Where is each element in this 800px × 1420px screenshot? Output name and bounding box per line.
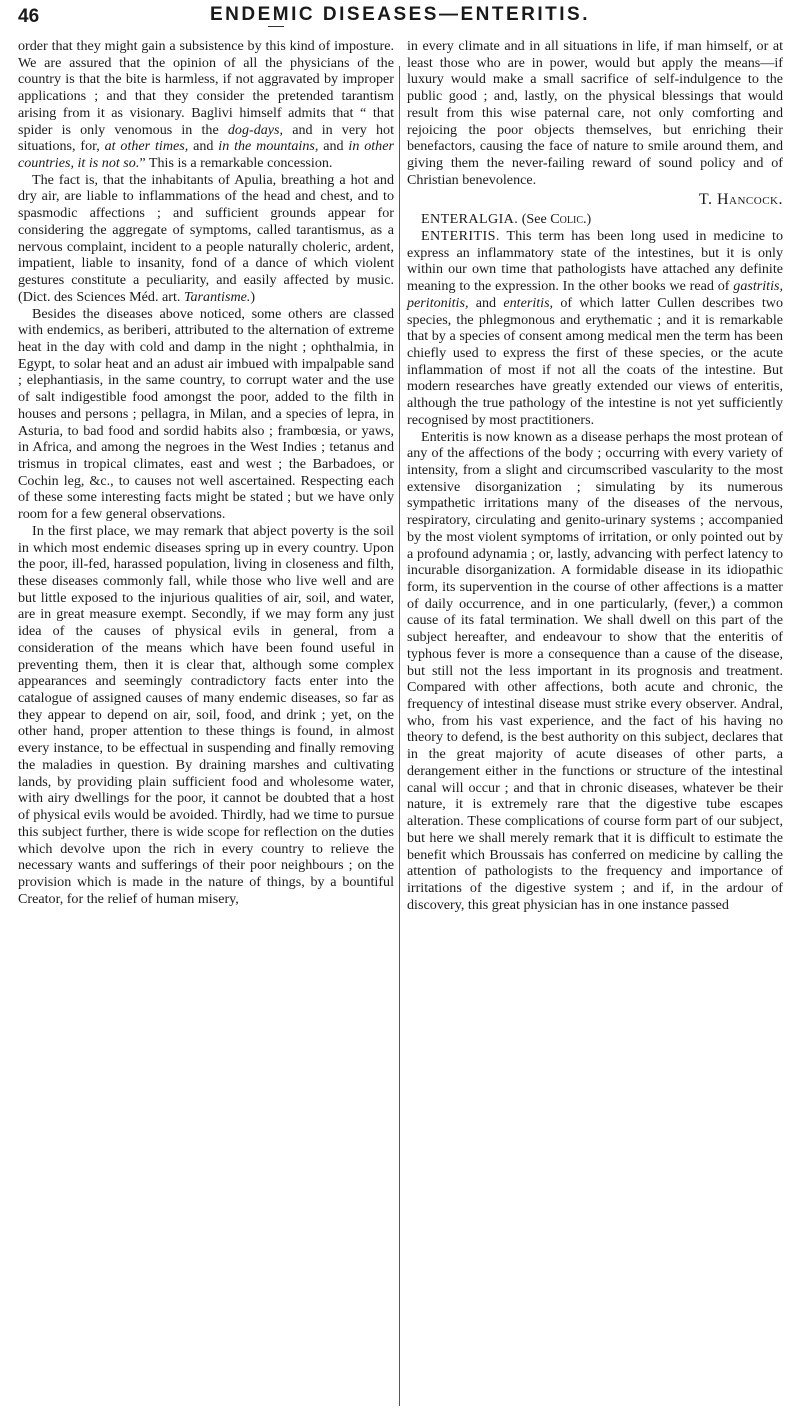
text-run: .) <box>583 211 592 228</box>
text-run: and <box>318 138 349 155</box>
cross-reference-link[interactable]: Colic <box>550 211 583 228</box>
page-number: 46 <box>18 6 40 27</box>
entry-enteralgia <box>407 211 783 228</box>
paragraph: Besides the diseases above noticed, some others are classed with endemics, as beriberi, attributed to the alternation of extreme heat in the day with cold and damp in the night ; ophthalmia, in Egypt, to solar heat and an adust air imbued with impalpable sand ; elephantiasis, in the same country, to corrupt water and the use of salt indigestible food amongst the poor, added to the filth in houses and persons ; pellagra, in Milan, and a species of lepra, in Asturia, to bad food and sordid habits also ; frambœsia, or yaws, in Africa, and among the negroes in the West Indies ; tetanus and trismus in tropical climates, east and west ; the Barbadoes, or Cochin leg, &c., to causes not well ascertained. Respecting each of these some interesting facts might be stated ; but we have only room for a few general observations. <box>18 305 394 523</box>
text-run: and in very hot situations, for, <box>18 121 394 155</box>
italic-text: enteritis, <box>503 294 554 311</box>
paragraph: in every climate and in all situations in life, if man himself, or at least those who are in power, would but apply the means—if luxury would make a small sacrifice of self-indulgence to the public good ; and, lastly, on the physical blessings that would result from this wise paternal care, not only comforting and rejoicing the poor objects themselves, but enriching their benefactors, causing the face of nature to smile around them, and giving them the never-failing reward of sound policy and of Christian benevolence. <box>407 38 783 188</box>
text-run: of which latter Cullen describes two species, the phlegmonous and erythematic ; and it is remarkable that by a species of consent among medical men the term has been chiefly used to express the first of these species, or the acute inflammation of most if not all the coats of the intestine. But modern researches have greatly extended our views of enteritis, although the true pathology of the intestine is not yet sufficiently recognised by most practitioners. <box>407 294 783 428</box>
text-run: (See <box>518 211 551 228</box>
text-run: ” This is a remarkable concession. <box>139 155 333 172</box>
left-column <box>18 38 394 907</box>
text-run: The fact is, that the inhabitants of Apulia, breathing a hot and dry air, are liable to inflammations of the head and chest, and to spasmodic affections ; and sufficient grounds appear for considering the aggregate of symptoms, called tarantismus, as a nervous complaint, incident to a people naturally choleric, ardent, impatient, liable to insanity, fond of a dance of which violent gestures constitute a peculiarity, and easily affected by music. (Dict. des Sciences Méd. art. <box>18 171 394 305</box>
italic-text: dog-days, <box>227 121 284 138</box>
text-run: This term has been long used in medicine to express an inflammatory state of the intestines, but it is only within our own time that pathologists have attached any definite meaning to the expression. In the other books we read of <box>407 227 783 295</box>
paragraph <box>18 172 394 306</box>
header-ornament <box>268 26 284 27</box>
running-title: ENDEMIC DISEASES—ENTERITIS. <box>210 4 590 25</box>
paragraph: Enteritis is now known as a disease perhaps the most protean of any of the affections of the body ; occurring with every variety of intensity, from a slight and circumscribed vascularity to the most extensive disorganization ; simulating by its numerous sympathetic irritations many of the diseases of the nervous, respiratory, circulating and genito-urinary systems ; accompanied by the most violent symptoms of irritation, or only pointed out by a profound adynamia ; or, lastly, advancing with perfect latency to incurable disorganization. A formidable disease in its idiopathic form, its supervention in the course of other affections is a matter of daily occurrence, and in one particularly, (fever,) a common cause of its fatal termination. We shall dwell on this part of the subject hereafter, and endeavour to show that the enteritis of typhous fever is more a consequence than a cause of the disease, but still not the less important in its prognosis and treatment. Compared with other affections, both acute and chronic, the frequency of intestinal disease must strike every observer. Andral, who, from his vast experience, and the fact of his having no theory to defend, is the best authority on this subject, declares that in the great majority of acute diseases of other parts, a derangement either in the functions or structure of the intestinal canal will occur ; and that in chronic diseases, whatever be their nature, it is extremely rare that the digestive tube escapes alteration. These complications of course form part of our subject, but here we shall merely remark that it is difficult to estimate the benefit which Broussais has conferred on medicine by calling the attention of pathologists to the frequency and importance of irritations of the digestive system ; and if, in the ardour of discovery, this great physician has in one instance passed <box>407 428 783 913</box>
page-header <box>18 0 782 28</box>
italic-text: in the mountains, <box>218 138 319 155</box>
text-run: order that they might gain a subsistence by this kind of imposture. We are assured that the opinion of all the physicians of the country is that the bite is harmless, if not aggravated by improper applications ; and that they consider the pretended tarantism arising from it as visionary. Baglivi himself admits that “ that spider is only venomous in the <box>18 38 394 138</box>
italic-text: Tarantisme. <box>183 288 251 305</box>
text-run: ) <box>250 288 256 305</box>
entry-heading: ENTERITIS. <box>421 227 500 244</box>
italic-text: in other countries, it is not so. <box>18 138 394 172</box>
right-column <box>407 38 783 913</box>
paragraph <box>18 38 394 172</box>
entry-heading: ENTERALGIA. <box>421 211 519 228</box>
column-divider <box>399 66 400 1406</box>
italic-text: gastritis, peritonitis, <box>407 278 783 311</box>
entry-enteritis <box>407 228 783 429</box>
text-run: and <box>468 294 504 311</box>
text-run: and <box>188 138 219 155</box>
paragraph: In the first place, we may remark that abject poverty is the soil in which most endemic diseases spring up in every country. Upon the poor, ill-fed, harassed population, living in closeness and filth, these diseases commonly fall, while those who live well and are but little exposed to the injurious qualities of air, soil, and water, are in great measure exempt. Secondly, if we may form any just idea of the causes of physical evils in general, from a consideration of the means which have been found useful in preventing them, then it is clear that, although some complex appearances and seemingly contradictory facts enter into the catalogue of assigned causes of many endemic diseases, so far as they appear to depend on air, soil, food, and drink ; yet, on the other hand, proper attention to these things is found, in almost every instance, to be effectual in suspending and finally removing the maladies in question. By draining marshes and cultivating lands, by providing plain sufficient food and wholesome water, with airy dwellings for the poor, it cannot be doubted that a host of physical evils would be avoided. Thirdly, had we time to pursue this subject further, there is wide scope for reflection on the duties which devolve upon the rich in every country to relieve the necessary wants and sufferings of their poor neighbours ; on the provision which is made in the nature of things, by a bountiful Creator, for the relief of human misery, <box>18 522 394 907</box>
italic-text: at other times, <box>104 138 189 155</box>
author-signature: T. Hancock. <box>698 191 783 209</box>
